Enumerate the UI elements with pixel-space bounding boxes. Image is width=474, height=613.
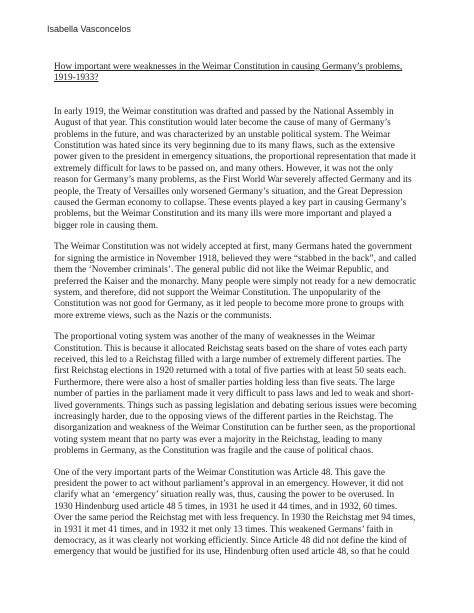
text-line: number of parties in the parliament made it very difficult to pass laws and led to weak and short- (54, 389, 414, 400)
text-line: caused the German economy to collapse. These events played a key part in causing Germany’s (54, 198, 407, 209)
text-line: voting system meant that no party was ever a majority in the Reichstag, leading to many (54, 434, 383, 445)
text-line: Over the same period the Reichstag met with less frequency. In 1930 the Reichstag met 94 times, (54, 513, 416, 524)
text-line: more extreme views, such as the Nazis or the communists. (54, 310, 272, 321)
text-line: president the power to act without parliament’s approval in an emergency. However, it did not (54, 479, 404, 489)
text-line: 1930 Hindenburg used article 48 5 times, in 1931 he used it 44 times, and in 1932, 60 times. (54, 501, 398, 512)
title-line: 1919-1933? (54, 73, 99, 84)
text-line: democracy, as it was clearly not working efficiently. Since Article 48 did not define the kind of (54, 536, 407, 547)
text-line: problems in Germany, as the Constitution was fragile and the cause of political chaos. (54, 446, 374, 457)
text-line: power given to the president in emergency situations, the proportional representation that made it (54, 152, 416, 163)
text-line: increasingly harder, due to the opposing views of the different parties in the Reichstag. The (54, 411, 394, 422)
title-line: How important were weaknesses in the Weimar Constitution in causing Germany’s problems, (54, 62, 403, 72)
text-line: The Weimar Constitution was not widely accepted at first, many Germans hated the government (54, 242, 412, 253)
text-line: Constitution. This is because it allocated Reichstag seats based on the share of votes each party (54, 343, 408, 354)
paragraph-acceptance (54, 242, 434, 322)
text-line: Constitution was not good for Germany, as it led people to become more prone to groups with (54, 299, 404, 310)
paragraph-intro (54, 107, 434, 232)
text-line: emergency that would be justified for its use, Hindenburg often used article 48, so that he could (54, 547, 410, 558)
text-line: reason for Germany’s many problems, as the First World War severely affected Germany and its (54, 175, 412, 186)
text-line: system, and therefore, did not support the Weimar Constitution. The unpopularity of the (54, 287, 381, 298)
text-line: bigger role in causing them. (54, 220, 159, 231)
text-line: Furthermore, there were also a host of smaller parties holding less than five seats. The large (54, 377, 395, 388)
text-line: people, the Treaty of Versailles only worsened Germany’s situation, and the Great Depression (54, 186, 403, 197)
text-line: Constitution was hated since its very beginning due to its many flaws, such as the extensive (54, 141, 395, 152)
text-line: received, this led to a Reichstag filled with a large number of extremely different parties. The (54, 354, 401, 365)
paragraph-article-48 (54, 468, 434, 559)
text-line: August of that year. This constitution would later become the cause of many of Germany’s (54, 118, 391, 129)
text-line: clarify what an ‘emergency’ situation really was, thus, causing the power to be overused. In (54, 490, 395, 501)
author-name: Isabella Vasconcelos (47, 24, 131, 34)
text-line: problems in the future, and was characterized by an unstable political system. The Weimar (54, 129, 391, 140)
text-line: disorganization and weakness of the Weimar Constitution can be further seen, as the proportional (54, 423, 416, 434)
paragraph-proportional-voting (54, 332, 434, 457)
text-line: One of the very important parts of the Weimar Constitution was Article 48. This gave the (54, 467, 385, 478)
text-line: preferred the Kaiser and the monarchy. Many people were simply not ready for a new democratic (54, 276, 417, 287)
text-line: for signing the armistice in November 1918, believed they were “stabbed in the back”, and called (54, 253, 417, 264)
text-line: first Reichstag elections in 1920 returned with a total of five parties with at least 50 seats each. (54, 366, 407, 377)
essay-body (54, 62, 434, 569)
text-line: them the ‘November criminals’. The general public did not like the Weimar Republic, and (54, 265, 389, 276)
text-line: lived governments. Things such as passing legislation and debating serious issues were becoming (54, 400, 417, 411)
text-line: The proportional voting system was another of the many of weaknesses in the Weimar (54, 332, 376, 343)
text-line: problems, but the Weimar Constitution and its many ills were more important and played a (54, 209, 392, 220)
text-line: extremely difficult for laws to be passed on, and many others. However, it was not the only (54, 163, 393, 174)
text-line: in 1931 it met 41 times, and in 1932 it met only 13 times. This weakened Germans’ faith in (54, 524, 393, 535)
essay-title (54, 62, 434, 85)
text-line: In early 1919, the Weimar constitution was drafted and passed by the National Assembly in (54, 106, 394, 117)
